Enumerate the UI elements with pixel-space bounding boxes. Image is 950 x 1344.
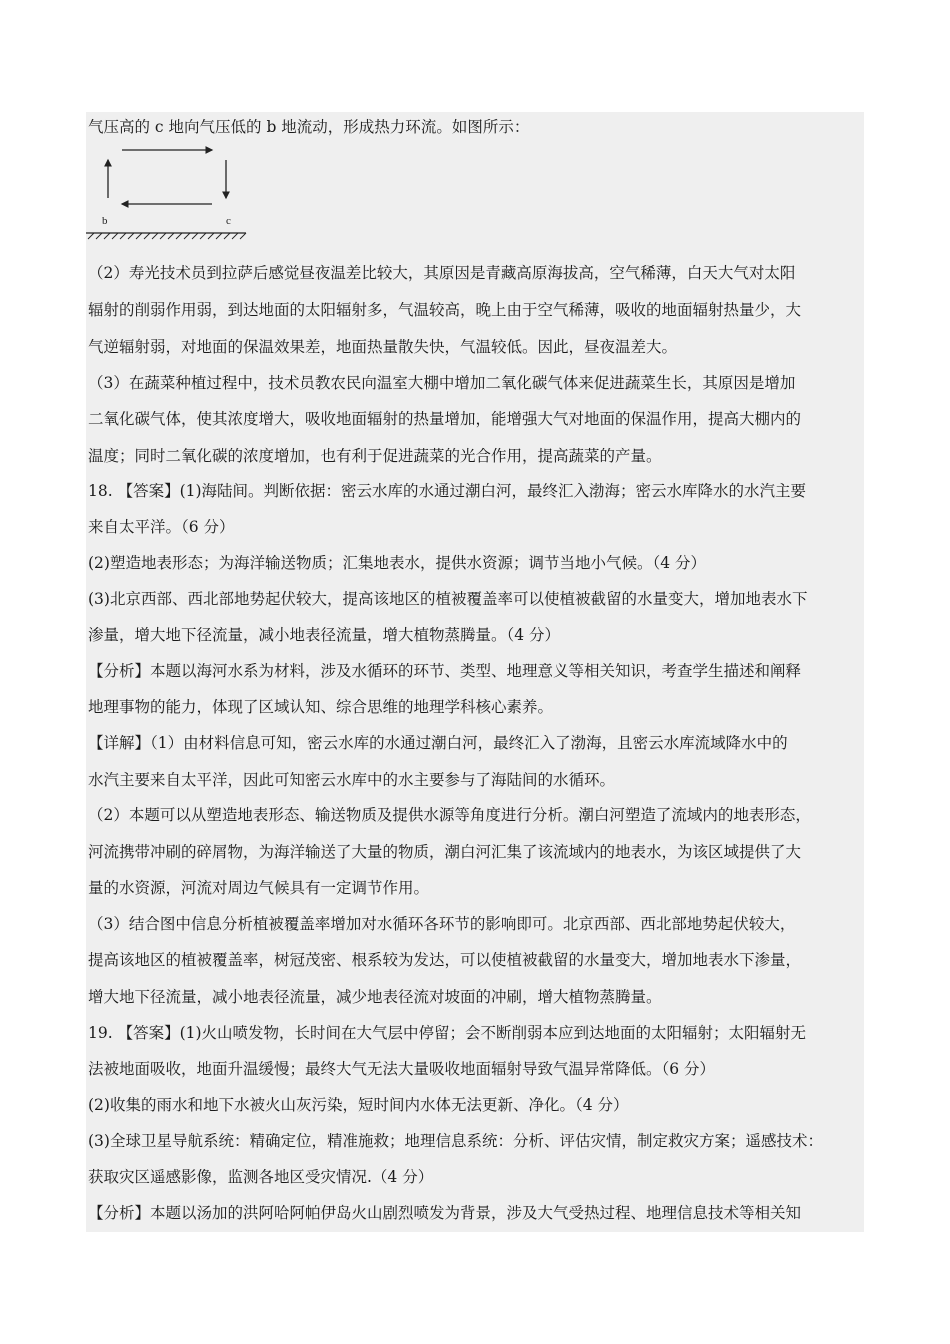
q18-answer-line-3: (2)塑造地表形态；为海洋输送物质；汇集地表水，提供水资源；调节当地小气候。（4 分）: [88, 554, 706, 572]
q19-answer-line-5: 获取灾区遥感影像，监测各地区受灾情况.（4 分）: [88, 1168, 434, 1186]
q19-analysis-line-1: 【分析】本题以汤加的洪阿哈阿帕伊岛火山剧烈喷发为背景，涉及大气受热过程、地理信息技术等相关知: [88, 1204, 802, 1222]
q18-answer-line-5: 渗量，增大地下径流量，减小地表径流量，增大植物蒸腾量。（4 分）: [88, 626, 561, 644]
q19-answer-line-3: (2)收集的雨水和地下水被火山灰污染，短时间内水体无法更新、净化。（4 分）: [88, 1096, 629, 1114]
q17-part2-line-1: （2）寿光技术员到拉萨后感觉昼夜温差比较大，其原因是青藏高原海拔高，空气稀薄，白天大气对太阳: [88, 264, 796, 282]
q18-answer-line-2: 来自太平洋。（6 分）: [88, 518, 235, 536]
q18-answer-line-4: (3)北京西部、西北部地势起伏较大，提高该地区的植被覆盖率可以使植被截留的水量变大，增加地表水下: [88, 590, 808, 608]
q17-part2-line-2: 辐射的削弱作用弱，到达地面的太阳辐射多，气温较高，晚上由于空气稀薄，吸收的地面辐射热量少，大: [88, 301, 802, 319]
q17-part3-line-1: （3）在蔬菜种植过程中，技术员教农民向温室大棚中增加二氧化碳气体来促进蔬菜生长，其原因是增加: [88, 374, 796, 392]
q18-detail-line-8: 增大地下径流量，减小地表径流量，减少地表径流对坡面的冲刷，增大植物蒸腾量。: [88, 988, 662, 1006]
q18-detail-line-5: 量的水资源，河流对周边气候具有一定调节作用。: [88, 879, 430, 897]
q18-detail-line-7: 提高该地区的植被覆盖率，树冠茂密、根系较为发达，可以使植被截留的水量变大，增加地表水下渗量，: [88, 951, 802, 969]
q18-detail-line-4: 河流携带冲刷的碎屑物，为海洋输送了大量的物质，潮白河汇集了该流域内的地表水，为该区域提供了大: [88, 843, 802, 861]
q17-part3-line-3: 温度；同时二氧化碳的浓度增加，也有利于促进蔬菜的光合作用，提高蔬菜的产量。: [88, 447, 662, 465]
thermal-circulation-diagram: [86, 140, 250, 240]
intro-line: 气压高的 c 地向气压低的 b 地流动，形成热力环流。如图所示：: [88, 118, 530, 136]
q18-detail-line-2: 水汽主要来自太平洋，因此可知密云水库中的水主要参与了海陆间的水循环。: [88, 771, 616, 789]
q19-answer-line-4: (3)全球卫星导航系统：精确定位，精准施救；地理信息系统：分析、评估灾情，制定救灾方案；遥感技术：: [88, 1132, 823, 1150]
ground-hatching: [88, 233, 246, 239]
q18-detail-line-3: （2）本题可以从塑造地表形态、输送物质及提供水源等角度进行分析。潮白河塑造了流域内的地表形态，: [88, 806, 811, 824]
q17-part2-line-3: 气逆辐射弱，对地面的保温效果差，地面热量散失快，气温较低。因此，昼夜温差大。: [88, 338, 678, 356]
label-c: c: [226, 215, 231, 227]
q18-analysis-line-1: 【分析】本题以海河水系为材料，涉及水循环的环节、类型、地理意义等相关知识，考查学生描述和阐释: [88, 662, 802, 680]
q18-detail-line-6: （3）结合图中信息分析植被覆盖率增加对水循环各环节的影响即可。北京西部、西北部地势起伏较大，: [88, 915, 796, 933]
q18-detail-line-1: 【详解】（1）由材料信息可知，密云水库的水通过潮白河，最终汇入了渤海，且密云水库流域降水中的: [88, 734, 788, 752]
q18-analysis-line-2: 地理事物的能力，体现了区域认知、综合思维的地理学科核心素养。: [88, 698, 554, 716]
q19-answer-line-2: 法被地面吸收，地面升温缓慢；最终大气无法大量吸收地面辐射导致气温异常降低。（6 分）: [88, 1060, 716, 1078]
q19-answer-line-1: 19. 【答案】(1)火山喷发物，长时间在大气层中停留；会不断削弱本应到达地面的太阳辐射；太阳辐射无: [88, 1024, 807, 1042]
q17-part3-line-2: 二氧化碳气体，使其浓度增大，吸收地面辐射的热量增加，能增强大气对地面的保温作用，提高大棚内的: [88, 410, 802, 428]
q18-answer-line-1: 18. 【答案】(1)海陆间。判断依据：密云水库的水通过潮白河，最终汇入渤海；密云水库降水的水汽主要: [88, 482, 807, 500]
label-b: b: [102, 215, 108, 227]
